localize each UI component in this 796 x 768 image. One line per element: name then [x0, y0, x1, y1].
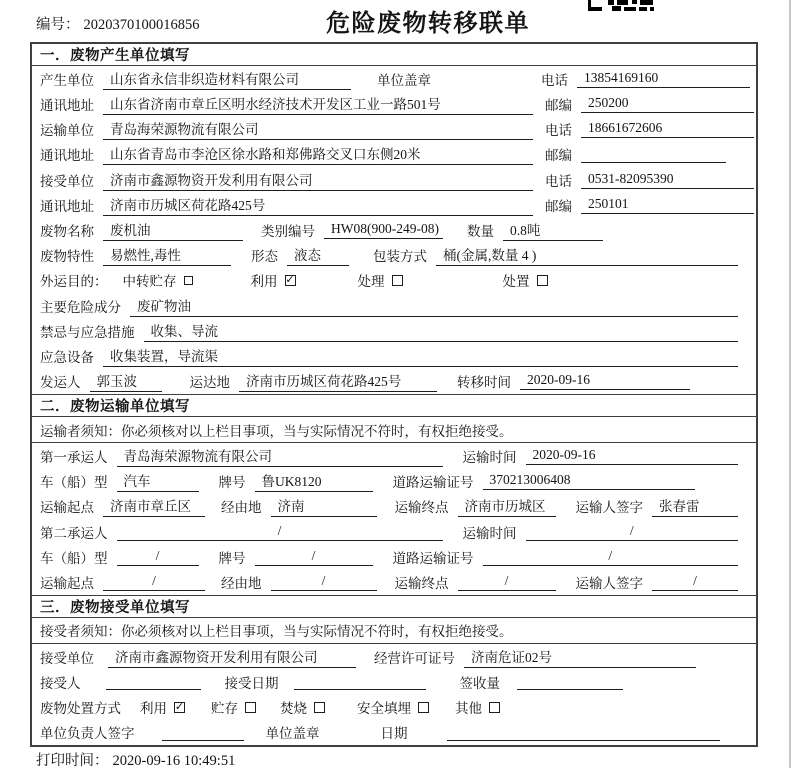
field-value: 废机油 — [103, 219, 243, 241]
form-row — [32, 243, 756, 268]
checkbox-label: 利用 — [140, 701, 167, 716]
checkbox-field — [140, 697, 185, 717]
field-value: 济南市历城区荷花路425号 — [103, 194, 533, 216]
field-value: 2020-09-16 — [526, 447, 739, 465]
field-value: 济南市历城区荷花路425号 — [239, 370, 437, 392]
section-title-3: 三．废物接受单位填写 — [32, 595, 756, 618]
checkbox-unchecked — [489, 702, 500, 713]
form-row — [32, 192, 756, 217]
field-value: / — [483, 548, 739, 566]
field-value: 济南市鑫源物资开发利用有限公司 — [108, 646, 356, 668]
field-label: 电话 — [545, 173, 572, 189]
field-label: 日期 — [380, 726, 408, 742]
field-value: 郭玉波 — [90, 370, 162, 392]
document-number-value: 2020370100016856 — [83, 17, 200, 33]
field-value: 收集装置，导流渠 — [103, 345, 738, 367]
field-value — [517, 673, 623, 690]
field-label: 运输起点 — [40, 576, 94, 592]
checkbox-field — [280, 697, 325, 717]
field-label: 道路运输证号 — [392, 550, 474, 566]
form-row — [32, 116, 756, 141]
field-value: 2020-09-16 — [520, 372, 690, 390]
form-row — [32, 569, 756, 594]
field-value: 250101 — [581, 196, 754, 214]
section-notice: 运输者须知：你必须核对以上栏目事项，当与实际情况不符时，有权拒绝接受。 — [32, 417, 756, 443]
field-value — [294, 673, 426, 690]
checkbox-field — [358, 270, 403, 290]
field-label: 运输终点 — [394, 576, 449, 592]
field-label: 邮编 — [545, 198, 572, 214]
form-row — [32, 494, 756, 519]
field-value: 液态 — [287, 244, 349, 266]
field-label: 发运人 — [40, 375, 81, 391]
field-label: 通讯地址 — [40, 97, 94, 113]
field-value: 收集、导流 — [144, 320, 739, 342]
field-label: 第一承运人 — [40, 449, 108, 465]
field-label: 数量 — [466, 224, 494, 240]
checkbox-label: 贮存 — [211, 701, 238, 716]
qr-code-fragment — [588, 0, 654, 12]
field-label: 牌号 — [218, 550, 246, 566]
field-label: 转移时间 — [457, 375, 511, 391]
field-label: 运达地 — [189, 375, 230, 391]
form-row — [32, 91, 756, 116]
field-label: 运输终点 — [394, 500, 449, 516]
field-value: 易燃性,毒性 — [103, 244, 231, 266]
checkbox-label: 处理 — [357, 274, 385, 290]
field-value: 桶(金属,数量 4 ) — [436, 244, 738, 266]
field-label: 接受日期 — [224, 675, 279, 691]
field-value — [447, 724, 721, 741]
print-time — [36, 749, 235, 768]
field-value: 鲁UK8120 — [255, 470, 373, 492]
field-label: 通讯地址 — [40, 198, 94, 214]
form-row — [32, 644, 756, 669]
form-row — [32, 443, 756, 468]
print-time-value: 2020-09-16 10:49:51 — [112, 753, 236, 768]
field-label: 废物特性 — [40, 249, 94, 265]
field-label: 通讯地址 — [40, 148, 94, 164]
field-value: 青岛海荣源物流有限公司 — [117, 445, 443, 467]
checkbox-checked: ✓ — [285, 273, 295, 286]
field-value: 370213006408 — [483, 472, 695, 490]
field-label: 运输人签字 — [575, 500, 643, 516]
field-label: 第二承运人 — [40, 525, 108, 541]
section-title-1: 一．废物产生单位填写 — [32, 44, 756, 66]
field-label: 应急设备 — [40, 350, 94, 366]
field-label: 废物处置方式 — [40, 701, 121, 716]
form-row — [32, 293, 756, 318]
field-value: 济南市鑫源物资开发利用有限公司 — [103, 169, 533, 191]
checkbox-unchecked — [537, 275, 548, 286]
field-value — [581, 146, 726, 163]
checkbox-label: 利用 — [250, 274, 278, 290]
form-row — [32, 142, 756, 167]
field-label: 接受单位 — [40, 650, 94, 666]
field-value: / — [271, 573, 377, 591]
field-value: / — [117, 523, 443, 541]
form-row — [32, 369, 756, 394]
field-value: 废矿物油 — [130, 295, 738, 317]
form-row — [32, 344, 756, 369]
checkbox-field — [503, 270, 548, 290]
field-value — [162, 724, 244, 741]
field-label: 类别编号 — [261, 224, 315, 240]
form-row — [32, 167, 756, 192]
field-value: 13854169160 — [577, 70, 750, 88]
field-label: 车（船）型 — [40, 550, 108, 566]
field-label: 包装方式 — [373, 249, 427, 265]
checkbox-unchecked — [245, 702, 256, 713]
field-label: 接受单位 — [40, 173, 94, 189]
checkbox-label: 其他 — [455, 701, 482, 716]
field-label: 经由地 — [221, 500, 262, 516]
field-value: / — [255, 548, 373, 566]
field-label: 邮编 — [545, 148, 572, 164]
field-value: 山东省永信非织造材料有限公司 — [103, 68, 351, 90]
checkbox-label: 焚烧 — [280, 701, 307, 716]
field-value: 汽车 — [117, 470, 199, 492]
checkbox-unchecked — [418, 702, 429, 713]
field-label: 单位负责人签字 — [40, 726, 135, 742]
checkbox-field — [357, 697, 429, 717]
print-time-label: 打印时间： — [36, 753, 109, 768]
checkbox-field — [123, 270, 193, 290]
form-row — [32, 720, 756, 745]
static-text: 单位盖章 — [377, 72, 431, 88]
field-label: 形态 — [251, 249, 278, 265]
checkbox-field — [251, 270, 296, 290]
form-row — [32, 66, 756, 91]
checkbox-label: 安全填埋 — [357, 701, 411, 716]
field-label: 运输单位 — [40, 123, 94, 139]
document-number-label: 编号： — [36, 17, 80, 33]
scan-edge-line — [789, 0, 791, 768]
field-label: 电话 — [541, 72, 568, 88]
checkbox-checked: ✓ — [174, 700, 185, 713]
checkbox-field — [455, 697, 500, 717]
field-value: / — [458, 573, 556, 591]
checkbox-field — [211, 697, 256, 717]
checkbox-label: 中转贮存 — [122, 274, 177, 290]
field-label: 产生单位 — [40, 72, 94, 88]
field-value: / — [526, 523, 739, 541]
section-notice: 接受者须知：你必须核对以上栏目事项，当与实际情况不符时，有权拒绝接受。 — [32, 618, 756, 644]
field-label: 经由地 — [221, 576, 262, 592]
form-row — [32, 669, 756, 694]
field-label: 车（船）型 — [40, 475, 108, 491]
field-label: 道路运输证号 — [392, 475, 474, 491]
field-label: 废物名称 — [40, 224, 94, 240]
field-value: 山东省青岛市李沧区徐水路和郑佛路交叉口东侧20米 — [103, 143, 533, 165]
field-label: 外运目的： — [40, 274, 108, 290]
form-row — [32, 217, 756, 242]
field-label: 禁忌与应急措施 — [40, 324, 135, 340]
field-value: / — [103, 573, 205, 591]
field-value: 山东省济南市章丘区明水经济技术开发区工业一路501号 — [103, 93, 533, 115]
field-value: 18661672606 — [581, 120, 754, 138]
field-value: 青岛海荣源物流有限公司 — [103, 118, 533, 140]
field-value: 0.8吨 — [503, 219, 603, 241]
field-label: 运输时间 — [462, 525, 517, 541]
field-label: 经营许可证号 — [374, 650, 455, 666]
field-value: 济南 — [271, 495, 377, 517]
form-row — [32, 268, 756, 293]
field-label: 邮编 — [545, 97, 572, 113]
form-row — [32, 469, 756, 494]
form-row — [32, 318, 756, 343]
section-title-2: 二．废物运输单位填写 — [32, 394, 756, 417]
field-value: 济南危证02号 — [464, 646, 696, 668]
field-value — [106, 673, 201, 690]
field-value: / — [652, 573, 738, 591]
field-value: HW08(900-249-08) — [324, 221, 443, 239]
form-row — [32, 544, 756, 569]
field-value: 济南市章丘区 — [103, 495, 205, 517]
field-label: 电话 — [545, 123, 572, 139]
field-label: 运输时间 — [462, 449, 517, 465]
form-row — [32, 519, 756, 544]
page-title: 危险废物转移联单 — [326, 11, 530, 37]
checkbox-label: 处置 — [502, 274, 530, 290]
field-label: 签收量 — [459, 675, 500, 691]
field-label: 单位盖章 — [265, 726, 320, 742]
document-number — [36, 13, 200, 34]
field-value: / — [117, 548, 199, 566]
manifest-form — [30, 42, 758, 747]
field-label: 主要危险成分 — [40, 299, 121, 315]
checkbox-unchecked — [392, 275, 403, 286]
form-row — [32, 694, 756, 719]
field-label: 牌号 — [218, 475, 246, 491]
checkbox-unchecked — [314, 702, 325, 713]
field-label: 接受人 — [40, 675, 81, 691]
field-label: 运输人签字 — [575, 576, 643, 592]
field-label: 运输起点 — [40, 500, 94, 516]
field-value: 张春雷 — [652, 495, 738, 517]
field-value: 250200 — [581, 95, 754, 113]
checkbox-unchecked — [184, 276, 193, 285]
field-value: 0531-82095390 — [581, 171, 754, 189]
field-value: 济南市历城区 — [458, 495, 556, 517]
